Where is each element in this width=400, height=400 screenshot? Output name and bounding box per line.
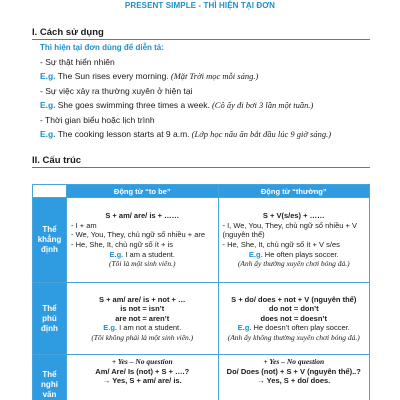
example-vietnamese: (Lớp học nấu ăn bắt đầu lúc 9 giờ sáng.) [191,129,332,139]
column-header-normal-verb: Động từ “thường” [218,185,370,198]
table-corner [33,185,67,198]
usage-item: - Thời gian biểu hoặc lịch trình [40,115,155,125]
section-heading-usage: I. Cách sử dụng [32,27,104,38]
example-label: E.g. [40,100,56,110]
section-divider [32,167,370,168]
usage-item: - Sự thật hiển nhiên [40,57,115,67]
page-title: PRESENT SIMPLE - THÌ HIỆN TẠI ĐƠN [124,1,276,10]
formula: S + V(s/es) + …… [262,211,325,221]
usage-subheading: Thì hiện tại đơn dùng để diễn tả: [40,43,164,52]
formula: S + am/ are/ is + not + … [99,294,186,304]
formula: S + do/ does + not + V (nguyên thể) [231,294,357,304]
example-label: E.g. [40,129,56,139]
structure-table [32,184,370,400]
row-header-interrogative: Thể nghi vấn [33,355,67,400]
formula: Am/ Are/ Is (not) + S + ….? [95,366,190,376]
table-row [33,283,370,355]
usage-example [40,129,331,139]
cell-to-be-negative: S + am/ are/ is + not + … is not = isn’t are not = aren’t E.g. I am not a student. (Tôi không phải là một sinh viên.) [67,283,219,355]
cell-to-be-affirmative: S + am/ are/ is + …… - I + am - We, You, They, chủ ngữ số nhiều + are - He, She, It, chủ ngữ số ít + is E.g. I am a student. (Tôi là một sinh viên.) [67,198,219,283]
cell-normal-affirmative: S + V(s/es) + …… - I, We, You, They, chủ ngữ số nhiều + V (nguyên thể) - He, She, It, chủ ngữ số ít + V s/es E.g. He often plays soccer. (Anh ấy thường xuyên chơi bóng đá.) [218,198,370,283]
example-vietnamese: (Mặt Trời mọc mỗi sáng.) [170,71,259,81]
formula: Do/ Does (not) + S + V (nguyên thể)..? [226,366,361,376]
usage-item: - Sự việc xảy ra thường xuyên ở hiện tại [40,86,193,96]
cell-normal-negative: S + do/ does + not + V (nguyên thể) do not = don’t does not = doesn’t E.g. He doesn’t often play soccer. (Anh ấy không thường xuyên chơi bóng đá.) [218,283,370,355]
column-header-to-be: Động từ “to be” [67,185,219,198]
section-divider [32,39,370,40]
cell-to-be-interrogative: + Yes – No question Am/ Are/ Is (not) + S + ….? → Yes, S + am/ are/ is. [67,355,219,400]
table-row [33,198,370,283]
row-header-negative: Thể phủ định [33,283,67,355]
row-header-affirmative: Thể khẳng định [33,198,67,283]
cell-normal-interrogative: + Yes – No question Do/ Does (not) + S + V (nguyên thể)..? → Yes, S + do/ does. [218,355,370,400]
example-english: The Sun rises every morning. [57,71,169,81]
usage-example [40,100,313,110]
formula: S + am/ are/ is + …… [105,211,180,221]
table-row [33,355,370,400]
example-vietnamese: (Cô ấy đi bơi 3 lần một tuần.) [211,100,314,110]
usage-example [40,71,258,81]
example-english: The cooking lesson starts at 9 a.m. [57,129,190,139]
example-label: E.g. [40,71,56,81]
section-heading-structure: II. Cấu trúc [32,155,82,166]
example-english: She goes swimming three times a week. [57,100,210,110]
